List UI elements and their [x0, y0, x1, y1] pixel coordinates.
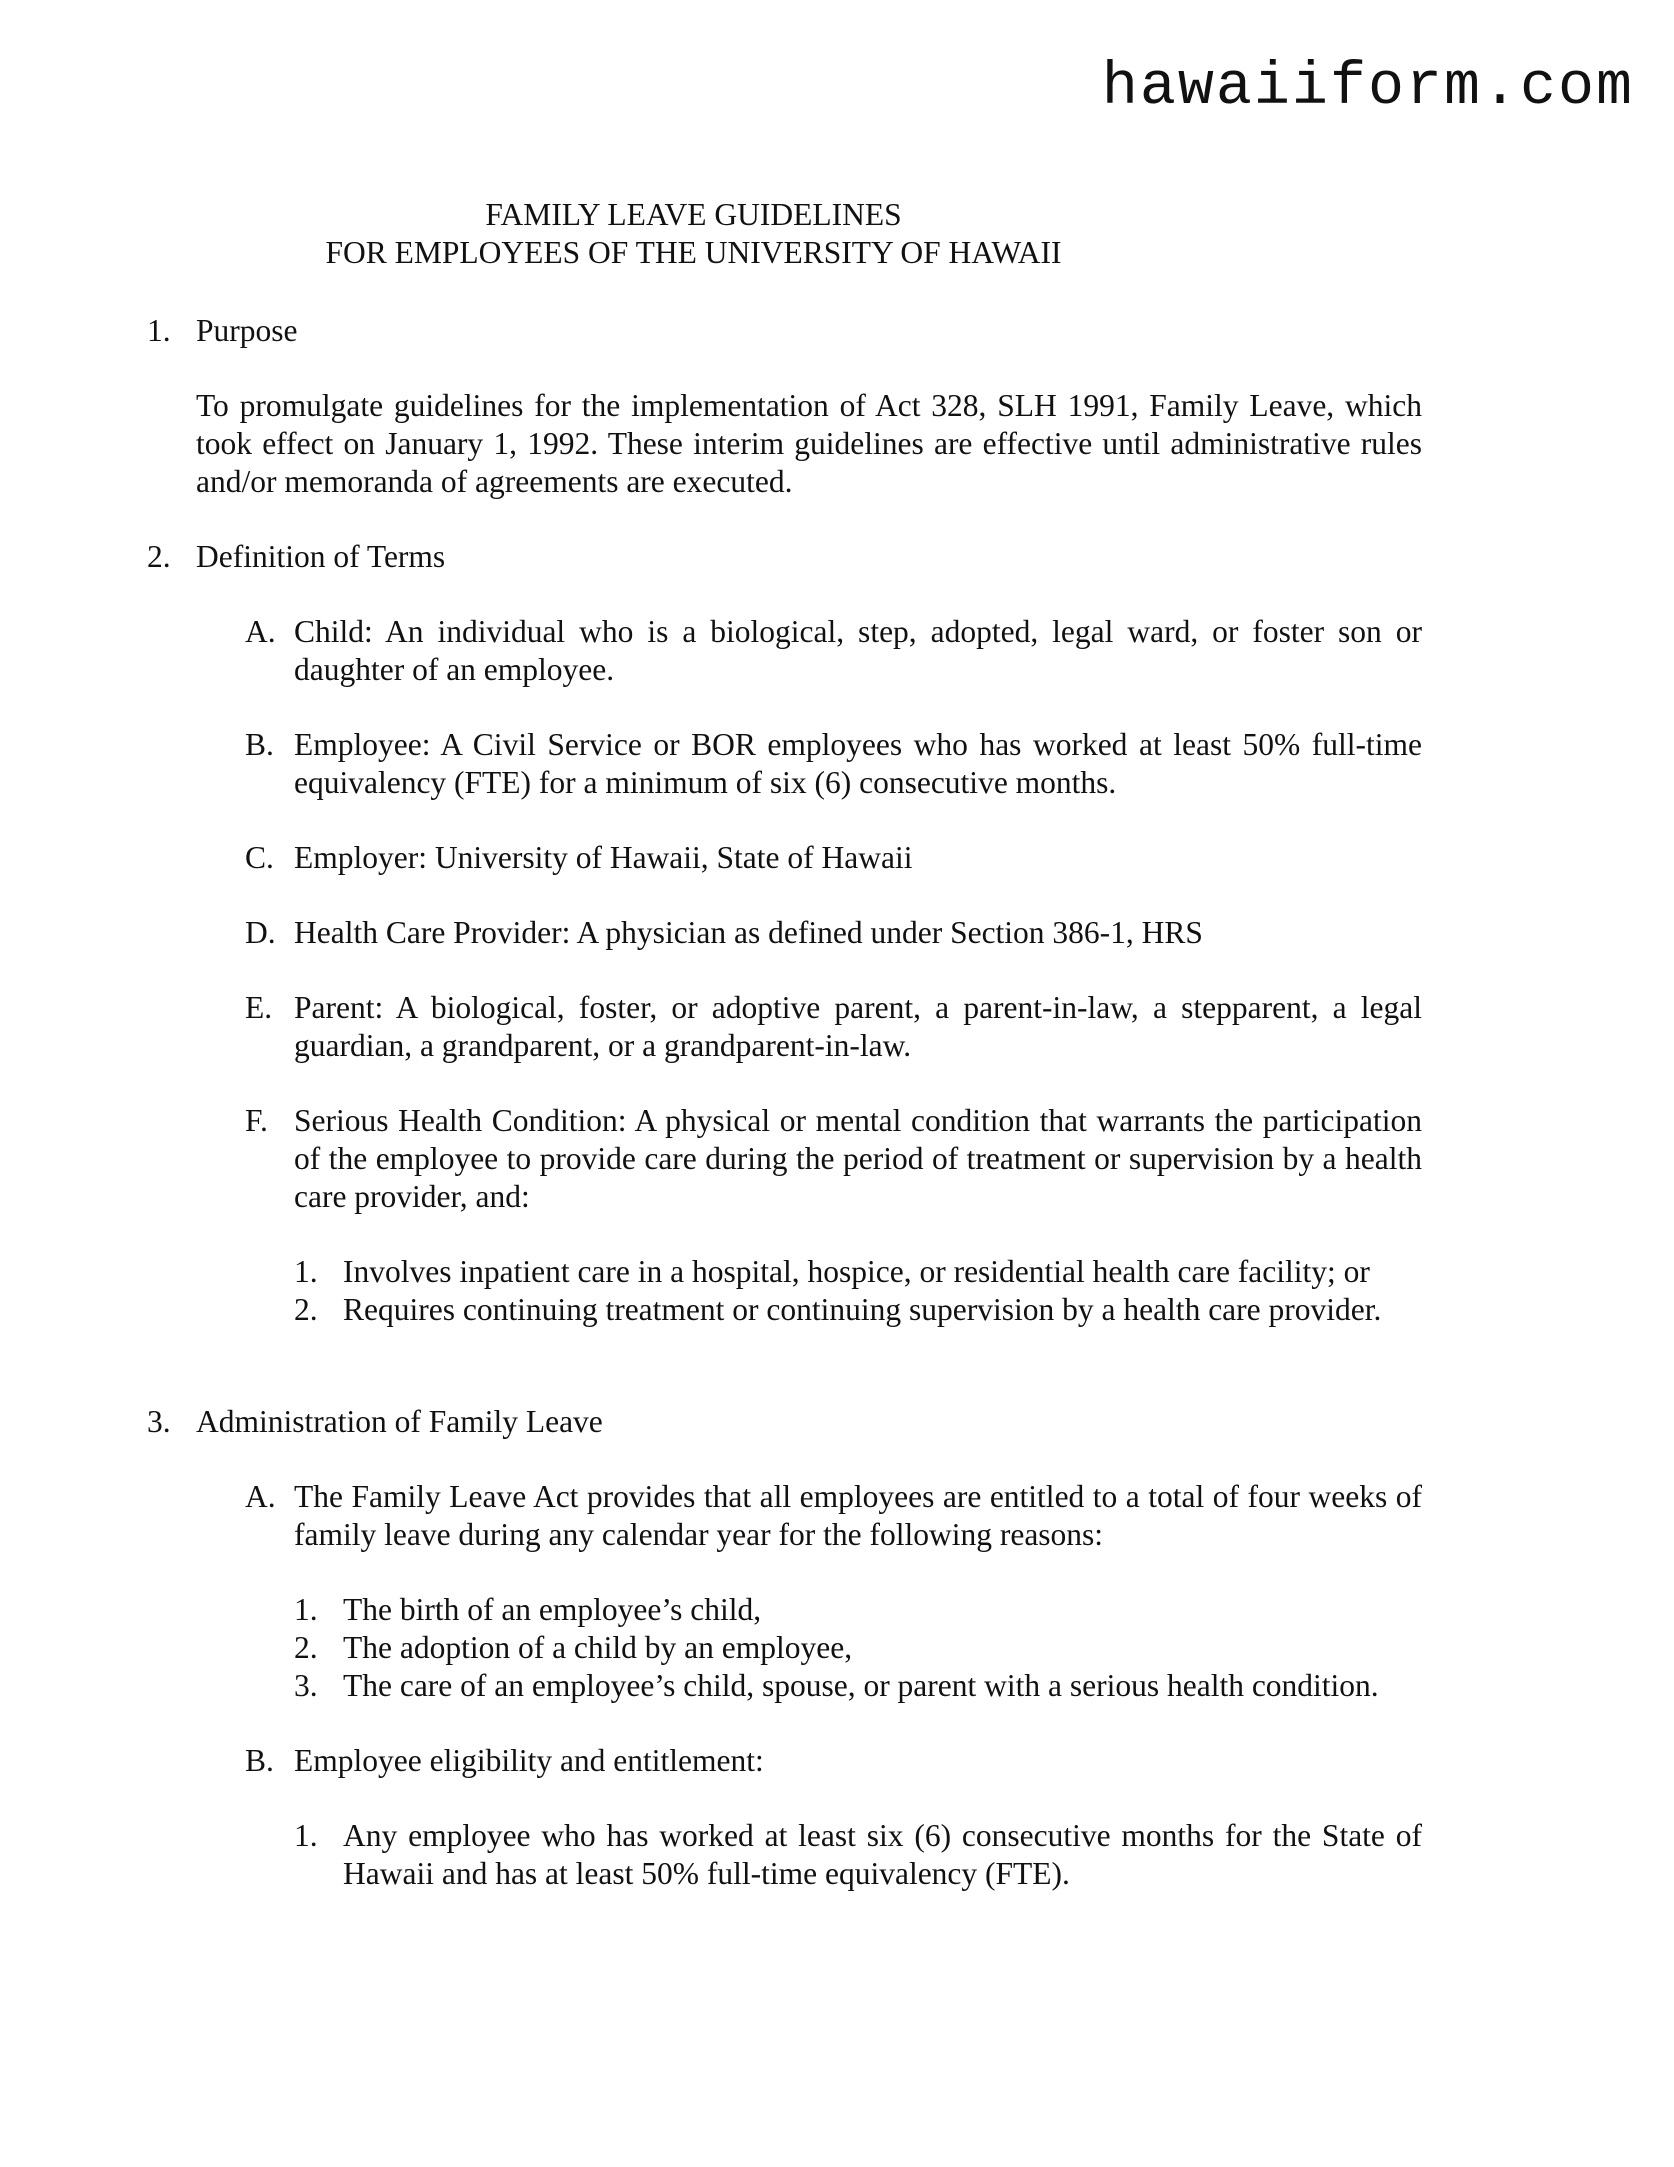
item-label: D. [245, 915, 276, 950]
title-line-2: FOR EMPLOYEES OF THE UNIVERSITY OF HAWAII [325, 235, 1062, 270]
sub-item-label: 1. [294, 1592, 318, 1627]
item-text: Serious Health Condition: A physical or mental condition that warrants the participation of the employee to provide care during the period of treatment or supervision by a health care provider, and: [294, 1103, 1422, 1214]
item-label: A. [245, 1479, 276, 1514]
sub-item-label: 1. [294, 1254, 318, 1289]
section-heading: Definition of Terms [196, 539, 446, 574]
sub-item-label: 2. [294, 1292, 318, 1327]
item-label: A. [245, 614, 276, 649]
sub-item-text: Any employee who has worked at least six (6) consecutive months for the State of Hawaii and has at least 50% full-time equivalency (FTE). [343, 1818, 1422, 1891]
section-heading: Purpose [196, 313, 298, 348]
item-label: B. [245, 727, 274, 762]
watermark-text: hawaiiform.com [1101, 54, 1634, 122]
sub-item-text: The birth of an employee’s child, [343, 1592, 762, 1627]
section-number: 2. [147, 539, 171, 574]
item-label: F. [245, 1103, 268, 1138]
item-text: Parent: A biological, foster, or adoptive parent, a parent-in-law, a stepparent, a legal guardian, a grandparent, or a grandparent-in-law. [294, 990, 1422, 1063]
purpose-paragraph: To promulgate guidelines for the implementation of Act 328, SLH 1991, Family Leave, which took effect on January 1, 1992. These interim guidelines are effective until administrative rules and/or memoranda of agreements are executed. [196, 388, 1422, 499]
item-text: Employee eligibility and entitlement: [294, 1743, 764, 1778]
item-text: Child: An individual who is a biological, step, adopted, legal ward, or foster son or daughter of an employee. [294, 614, 1422, 687]
sub-item-text: The care of an employee’s child, spouse, or parent with a serious health condition. [343, 1668, 1379, 1703]
sub-item-label: 3. [294, 1668, 318, 1703]
section-number: 1. [147, 313, 171, 348]
sub-item-label: 2. [294, 1630, 318, 1665]
item-text: Employee: A Civil Service or BOR employees who has worked at least 50% full-time equivalency (FTE) for a minimum of six (6) consecutive months. [294, 727, 1422, 800]
sub-item-text: Involves inpatient care in a hospital, hospice, or residential health care facility; or [343, 1254, 1370, 1289]
sub-item-text: Requires continuing treatment or continuing supervision by a health care provider. [343, 1292, 1382, 1327]
section-number: 3. [147, 1404, 171, 1439]
item-text: The Family Leave Act provides that all employees are entitled to a total of four weeks of family leave during any calendar year for the following reasons: [294, 1479, 1422, 1552]
item-text: Health Care Provider: A physician as defined under Section 386-1, HRS [294, 915, 1203, 950]
item-label: C. [245, 840, 274, 875]
item-text: Employer: University of Hawaii, State of Hawaii [294, 840, 913, 875]
item-label: B. [245, 1743, 274, 1778]
item-label: E. [245, 990, 273, 1025]
sub-item-text: The adoption of a child by an employee, [343, 1630, 853, 1665]
sub-item-label: 1. [294, 1818, 318, 1853]
section-heading: Administration of Family Leave [196, 1404, 603, 1439]
document-title [0, 196, 1387, 272]
title-line-1: FAMILY LEAVE GUIDELINES [485, 197, 902, 232]
